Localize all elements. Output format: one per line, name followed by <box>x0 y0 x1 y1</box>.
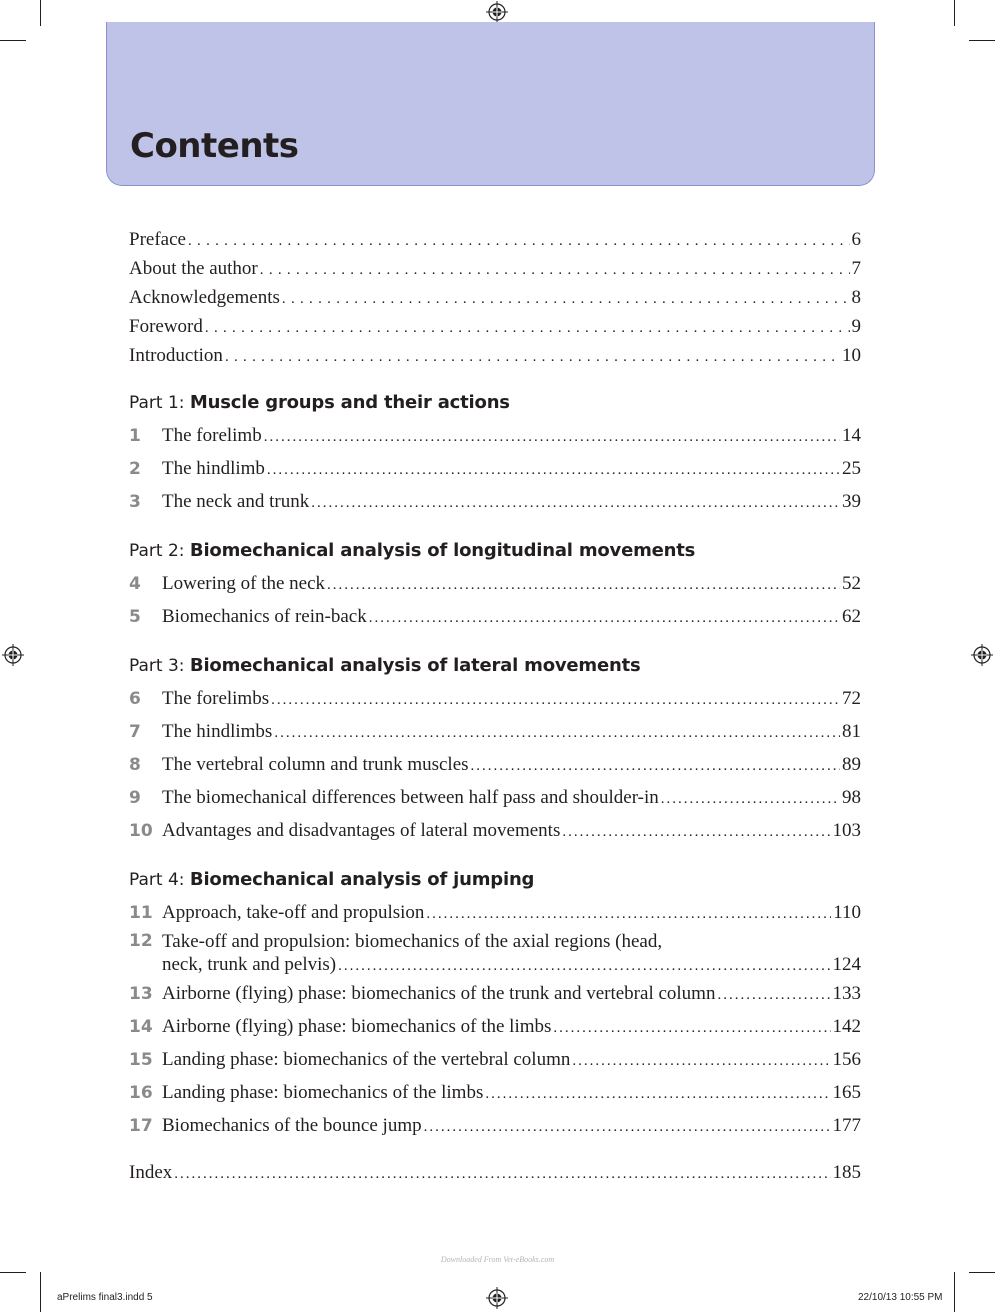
entry-page: 142 <box>832 1016 861 1037</box>
chapter-number: 3 <box>129 492 141 512</box>
part-title: Muscle groups and their actions <box>189 392 510 413</box>
entry-label: About the author <box>129 258 258 279</box>
dot-leader <box>311 488 840 519</box>
chapter-number: 8 <box>129 755 141 775</box>
part-prefix: Part 2: <box>129 541 185 561</box>
chapter-number: 11 <box>129 903 153 923</box>
entry-page: 8 <box>851 287 861 308</box>
part-heading <box>129 391 861 415</box>
dot-leader <box>661 784 840 815</box>
page-title: Contents <box>130 126 299 166</box>
chapter-entry[interactable] <box>129 453 861 486</box>
crop-mark-top-right-h <box>969 40 995 41</box>
dot-leader <box>717 980 830 1011</box>
chapter-number: 9 <box>129 788 141 808</box>
entry-label: The hindlimbs <box>162 721 273 742</box>
entry-label: Lowering of the neck <box>162 573 326 594</box>
footer-watermark: Downloaded From Vet-eBooks.com <box>440 1255 555 1264</box>
entry-label: Advantages and disadvantages of lateral movements <box>162 820 561 841</box>
chapter-number: 6 <box>129 689 141 709</box>
toc-entry[interactable] <box>129 255 861 284</box>
chapter-number: 16 <box>129 1083 153 1103</box>
entry-label: The hindlimb <box>162 458 265 479</box>
slug-filename: aPrelims final3.indd 5 <box>57 1292 153 1303</box>
chapter-entry[interactable] <box>129 568 861 601</box>
registration-mark-icon <box>2 644 24 666</box>
dot-leader <box>369 603 840 634</box>
registration-mark-icon <box>971 644 993 666</box>
entry-label: Take-off and propulsion: biomechanics of the axial regions (head, <box>162 931 663 952</box>
entry-label: Preface <box>129 229 186 250</box>
dot-leader <box>271 685 840 716</box>
chapter-entry[interactable] <box>129 815 861 848</box>
dot-leader <box>485 1079 830 1110</box>
table-of-contents <box>129 226 861 1188</box>
entry-page: 25 <box>842 458 861 479</box>
entry-label: Landing phase: biomechanics of the limbs <box>162 1082 484 1103</box>
entry-page: 6 <box>851 229 861 250</box>
entry-label-continued: neck, trunk and pelvis) <box>162 954 337 975</box>
entry-label: Biomechanics of the bounce jump <box>162 1115 422 1136</box>
chapter-entry[interactable] <box>129 1011 861 1044</box>
chapter-number: 13 <box>129 984 153 1004</box>
front-matter <box>129 226 861 371</box>
entry-label: Foreword <box>129 316 203 337</box>
dot-leader <box>264 422 840 453</box>
entry-page: 39 <box>842 491 861 512</box>
crop-mark-top-right <box>954 0 955 26</box>
entry-page: 10 <box>842 345 861 366</box>
entry-label: The neck and trunk <box>162 491 310 512</box>
entry-label: Introduction <box>129 345 223 366</box>
entry-page: 98 <box>842 787 861 808</box>
chapter-entry[interactable] <box>129 749 861 782</box>
chapter-number: 5 <box>129 607 141 627</box>
dot-leader <box>426 899 831 930</box>
entry-page: 177 <box>832 1115 861 1136</box>
dot-leader <box>471 751 840 782</box>
entry-page: 110 <box>833 902 861 923</box>
entry-page: 133 <box>832 983 861 1004</box>
dot-leader <box>572 1046 830 1077</box>
chapter-entry[interactable] <box>129 978 861 1011</box>
chapter-number: 12 <box>129 931 153 951</box>
entry-page: 14 <box>842 425 861 446</box>
entry-label: Biomechanics of rein-back <box>162 606 367 627</box>
chapter-number: 7 <box>129 722 141 742</box>
part-heading <box>129 539 861 563</box>
entry-label: The vertebral column and trunk muscles <box>162 754 469 775</box>
part-title: Biomechanical analysis of longitudinal movements <box>189 540 696 561</box>
entry-page: 72 <box>842 688 861 709</box>
part-prefix: Part 1: <box>129 393 185 413</box>
entry-label: The forelimb <box>162 425 262 446</box>
dot-leader <box>188 227 850 255</box>
chapter-entry[interactable] <box>129 486 861 519</box>
part-prefix: Part 4: <box>129 870 185 890</box>
entry-page: 52 <box>842 573 861 594</box>
entry-page: 103 <box>832 820 861 841</box>
registration-mark-icon <box>486 1287 508 1309</box>
dot-leader <box>553 1013 830 1044</box>
chapter-number: 1 <box>129 426 141 446</box>
chapter-number: 10 <box>129 821 153 841</box>
chapter-number: 4 <box>129 574 141 594</box>
crop-mark-bottom-right-h <box>969 1272 995 1273</box>
chapter-entry[interactable] <box>129 683 861 716</box>
entry-page: 165 <box>832 1082 861 1103</box>
part-prefix: Part 3: <box>129 656 185 676</box>
crop-mark-bottom-right <box>954 1272 955 1312</box>
entry-label: Acknowledgements <box>129 287 280 308</box>
entry-label: Landing phase: biomechanics of the vertebral column <box>162 1049 571 1070</box>
chapter-entry[interactable] <box>129 897 861 930</box>
toc-entry[interactable] <box>129 226 861 255</box>
entry-page: 124 <box>832 954 861 975</box>
dot-leader <box>225 343 840 371</box>
registration-mark-icon <box>486 1 508 23</box>
dot-leader <box>267 455 840 486</box>
part-title: Biomechanical analysis of jumping <box>189 869 535 890</box>
entry-page: 89 <box>842 754 861 775</box>
chapter-number: 2 <box>129 459 141 479</box>
chapter-entry[interactable] <box>129 782 861 815</box>
entry-label: Airborne (flying) phase: biomechanics of the trunk and vertebral column <box>162 983 716 1004</box>
toc-entry[interactable] <box>129 284 861 313</box>
dot-leader <box>338 954 830 978</box>
chapter-entry[interactable] <box>129 1077 861 1110</box>
toc-entry[interactable] <box>129 1159 861 1188</box>
chapter-entry[interactable] <box>129 930 861 978</box>
entry-page: 81 <box>842 721 861 742</box>
dot-leader <box>274 718 840 749</box>
dot-leader <box>205 314 850 342</box>
chapter-entry[interactable] <box>129 1110 861 1143</box>
chapter-entry[interactable] <box>129 601 861 634</box>
dot-leader <box>282 285 850 313</box>
crop-mark-bottom-left-h <box>0 1272 26 1273</box>
entry-label: Index <box>129 1162 173 1183</box>
dot-leader <box>562 817 830 848</box>
entry-label: The forelimbs <box>162 688 270 709</box>
chapter-number: 14 <box>129 1017 153 1037</box>
dot-leader <box>327 570 840 601</box>
entry-label: The biomechanical differences between half pass and shoulder-in <box>162 787 659 808</box>
dot-leader <box>424 1112 831 1143</box>
crop-mark-top-left <box>40 0 41 26</box>
toc-entry[interactable] <box>129 342 861 371</box>
chapter-number: 17 <box>129 1116 153 1136</box>
entry-page: 7 <box>851 258 861 279</box>
entry-page: 185 <box>832 1162 861 1183</box>
crop-mark-top-left-h <box>0 40 26 41</box>
chapter-entry[interactable] <box>129 716 861 749</box>
entry-page: 9 <box>851 316 861 337</box>
entry-label: Airborne (flying) phase: biomechanics of the limbs <box>162 1016 552 1037</box>
part-heading <box>129 868 861 892</box>
chapter-entry[interactable] <box>129 420 861 453</box>
entry-page: 156 <box>832 1049 861 1070</box>
dot-leader <box>174 1160 830 1188</box>
chapter-number: 15 <box>129 1050 153 1070</box>
entry-page: 62 <box>842 606 861 627</box>
part-heading <box>129 654 861 678</box>
chapter-entry[interactable] <box>129 1044 861 1077</box>
toc-entry[interactable] <box>129 313 861 342</box>
entry-label: Approach, take-off and propulsion <box>162 902 425 923</box>
crop-mark-bottom-left <box>40 1272 41 1312</box>
dot-leader <box>260 256 850 284</box>
part-title: Biomechanical analysis of lateral movements <box>189 655 641 676</box>
slug-timestamp: 22/10/13 10:55 PM <box>858 1292 943 1303</box>
